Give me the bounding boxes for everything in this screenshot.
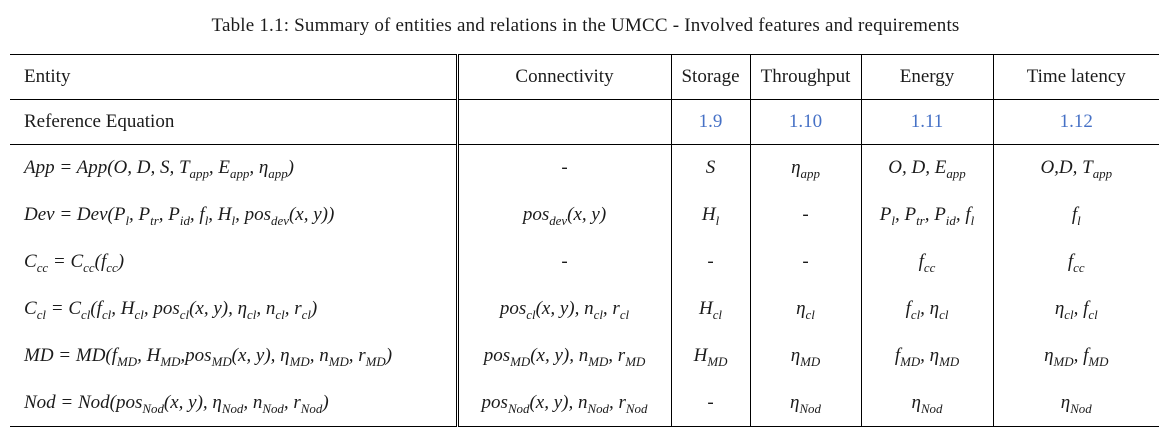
connectivity-cell: pos$_{MD}$(x, y), $n_{MD}$, $r_{MD}$ [457, 333, 671, 380]
reference-equation-label: Reference Equation [10, 100, 457, 145]
reference-equation-row [10, 100, 1159, 145]
col-header-throughput: Throughput [750, 55, 861, 100]
throughput-cell: - [750, 192, 861, 239]
equation-link-1-11[interactable]: 1.11 [910, 111, 944, 132]
throughput-cell: $\eta_{app}$ [750, 145, 861, 192]
reference-cell-storage [671, 100, 750, 145]
col-header-connectivity: Connectivity [457, 55, 671, 100]
throughput-cell: $\eta_{MD}$ [750, 333, 861, 380]
energy-cell: $\eta_{Nod}$ [861, 380, 993, 427]
storage-cell: S [671, 145, 750, 192]
reference-cell-time-latency [993, 100, 1159, 145]
entity-formula: App = App(O, D, S, $T_{app}$, $E_{app}$, $\eta_{app}$) [24, 157, 294, 182]
energy-cell: O, D, $E_{app}$ [861, 145, 993, 192]
equation-link-1-9[interactable]: 1.9 [698, 111, 723, 132]
reference-cell-energy [861, 100, 993, 145]
energy-cell: $f_{cl}$, $\eta_{cl}$ [861, 286, 993, 333]
time-latency-cell: $\eta_{cl}$, $f_{cl}$ [993, 286, 1159, 333]
table-row-ccc [10, 239, 1159, 286]
col-header-time-latency: Time latency [993, 55, 1159, 100]
col-header-energy: Energy [861, 55, 993, 100]
entity-formula: Nod = Nod(pos$_{Nod}$(x, y), $\eta_{Nod}$, $n_{Nod}$, $r_{Nod}$) [10, 380, 457, 427]
equation-link-1-12[interactable]: 1.12 [1059, 111, 1093, 132]
connectivity-cell: pos$_{Nod}$(x, y), $n_{Nod}$, $r_{Nod}$ [457, 380, 671, 427]
storage-cell: $H_{MD}$ [671, 333, 750, 380]
reference-cell-throughput [750, 100, 861, 145]
storage-cell: - [671, 239, 750, 286]
energy-cell: $P_l$, $P_{tr}$, $P_{id}$, $f_l$ [861, 192, 993, 239]
table-row-ccl [10, 286, 1159, 333]
table-row-nod [10, 380, 1159, 427]
storage-cell: $H_{cl}$ [671, 286, 750, 333]
col-header-storage: Storage [671, 55, 750, 100]
time-latency-cell: O,D, $T_{app}$ [993, 145, 1159, 192]
summary-table [10, 54, 1159, 427]
energy-cell: $f_{MD}$, $\eta_{MD}$ [861, 333, 993, 380]
time-latency-cell: $f_{cc}$ [993, 239, 1159, 286]
entity-formula: $C_{cc} = C_{cc}(f_{cc})$ [24, 251, 125, 275]
table-row-md [10, 333, 1159, 380]
throughput-cell: - [750, 239, 861, 286]
table-row-app [10, 145, 1159, 192]
equation-link-1-10[interactable]: 1.10 [788, 111, 823, 132]
entity-formula: Dev = $Dev(P_l$, $P_{tr}$, $P_{id}$, $f_l$, $H_l$, pos$_{dev}$(x, y)) [24, 204, 335, 228]
connectivity-cell: pos$_{dev}$(x, y) [457, 192, 671, 239]
connectivity-cell: - [457, 145, 671, 192]
time-latency-cell: $\eta_{Nod}$ [993, 380, 1159, 427]
reference-cell-connectivity [457, 100, 671, 145]
throughput-cell: $\eta_{Nod}$ [750, 380, 861, 427]
col-header-entity: Entity [10, 55, 457, 100]
time-latency-cell: $\eta_{MD}$, $f_{MD}$ [993, 333, 1159, 380]
throughput-cell: $\eta_{cl}$ [750, 286, 861, 333]
table-caption: Table 1.1: Summary of entities and relations in the UMCC - Involved features and requirements [211, 15, 960, 36]
entity-formula: $C_{cl} = C_{cl}(f_{cl}$, $H_{cl}$, pos$_{cl}$(x, y), $\eta_{cl}$, $n_{cl}$, $r_{cl}$) [24, 298, 318, 322]
table-header-row [10, 55, 1159, 100]
energy-cell: $f_{cc}$ [861, 239, 993, 286]
storage-cell: - [671, 380, 750, 427]
table-row-dev [10, 192, 1159, 239]
storage-cell: $H_l$ [671, 192, 750, 239]
time-latency-cell: $f_l$ [993, 192, 1159, 239]
connectivity-cell: pos$_{cl}$(x, y), $n_{cl}$, $r_{cl}$ [457, 286, 671, 333]
connectivity-cell: - [457, 239, 671, 286]
entity-formula: MD = $MD(f_{MD}$, $H_{MD},pos_{MD}(x$, y), $\eta_{MD}$, $n_{MD}$, $r_{MD}$) [24, 345, 393, 369]
